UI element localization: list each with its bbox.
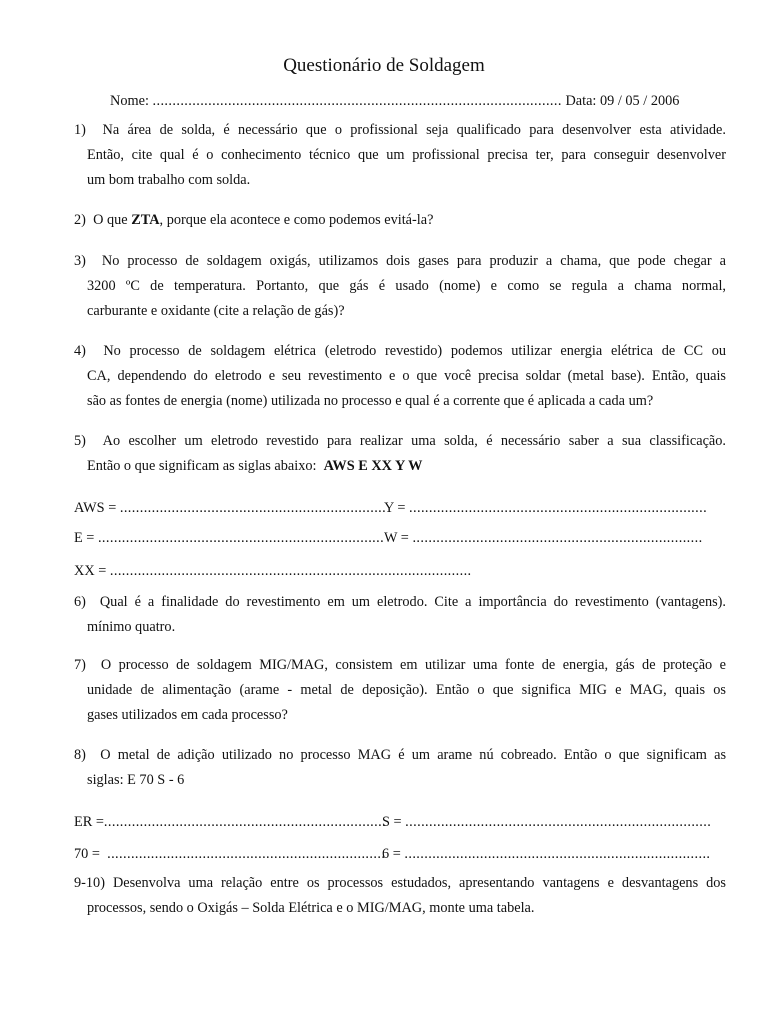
question-text: Ao escolher um eletrodo revestido para realizar uma solda, é necessário saber a sua classificação. xyxy=(102,433,726,449)
question-line: unidade de alimentação (arame - metal de deposição). Então o que significa MIG e MAG, quais os xyxy=(87,682,726,698)
question-line xyxy=(74,249,726,274)
field-row xyxy=(382,845,710,863)
question-number: 2) xyxy=(74,212,86,228)
answer-field[interactable]: ............................................................................. xyxy=(405,814,712,830)
field-label: 70 = xyxy=(74,846,100,862)
question-6 xyxy=(74,590,726,640)
data-value: 09 / 05 / 2006 xyxy=(599,93,680,109)
question-3 xyxy=(74,249,726,324)
question-line: Então, cite qual é o conhecimento técnico que um profissional precisa ter, para conseguir desenvolver xyxy=(87,147,726,163)
question-text: , porque ela acontece e como podemos evitá-la? xyxy=(159,212,434,228)
question-text: Desenvolva uma relação entre os processos estudados, apresentando vantagens e desvantagens dos xyxy=(112,875,726,891)
question-line: 3200 ºC de temperatura. Portanto, que gás é usado (nome) e como se regula a chama normal, xyxy=(87,278,726,294)
answer-field[interactable]: ....................................................................... xyxy=(103,814,387,830)
question-line xyxy=(74,429,726,454)
data-label: Data: xyxy=(565,93,597,109)
question-line xyxy=(74,339,726,364)
question-text: O processo de soldagem MIG/MAG, consistem em utilizar uma fonte de energia, gás de proteção e xyxy=(100,657,726,673)
question-text: Na área de solda, é necessário que o profissional seja qualificado para desenvolver esta atividade. xyxy=(102,122,726,138)
question-line: um bom trabalho com solda. xyxy=(87,172,251,188)
field-label: XX = xyxy=(74,563,107,579)
question-7 xyxy=(74,653,726,728)
question-5 xyxy=(74,429,726,479)
question-line xyxy=(74,590,726,615)
field-label: 6 = xyxy=(382,846,401,862)
field-label: W = xyxy=(384,530,409,546)
question-4 xyxy=(74,339,726,414)
field-row xyxy=(74,845,385,863)
aws-code: AWS E XX Y W xyxy=(323,458,423,474)
question-line xyxy=(74,208,726,233)
question-number: 5) xyxy=(74,433,86,449)
question-2 xyxy=(74,208,726,233)
question-line: são as fontes de energia (nome) utilizada no processo e qual é a corrente que é aplicada a cada um? xyxy=(87,393,654,409)
field-row xyxy=(74,529,384,547)
question-number: 4) xyxy=(74,343,86,359)
question-line xyxy=(74,454,726,479)
field-label: S = xyxy=(382,814,402,830)
question-line: mínimo quatro. xyxy=(87,619,176,635)
zta-term: ZTA xyxy=(131,212,160,228)
nome-line xyxy=(110,92,679,110)
answer-field[interactable]: ............................................................................. xyxy=(404,846,711,862)
field-label: AWS = xyxy=(74,500,117,516)
page-title: Questionário de Soldagem xyxy=(283,55,485,76)
field-row xyxy=(384,529,703,547)
question-line: gases utilizados em cada processo? xyxy=(87,707,288,723)
question-line xyxy=(74,743,726,768)
question-line xyxy=(74,118,726,143)
question-number: 3) xyxy=(74,253,86,269)
question-text: O que xyxy=(93,212,128,228)
question-text: O metal de adição utilizado no processo MAG é um arame nú cobreado. Então o que significam as xyxy=(100,747,727,763)
answer-field[interactable]: ...................................................................... xyxy=(107,846,386,862)
nome-field[interactable]: ....................................................................................................... xyxy=(152,93,562,109)
answer-field[interactable]: ................................................................... xyxy=(119,500,387,516)
question-line: processos, sendo o Oxigás – Solda Elétrica e o MIG/MAG, monte uma tabela. xyxy=(87,900,535,916)
question-text: No processo de soldagem oxigás, utilizamos dois gases para produzir a chama, que pode chegar a xyxy=(101,253,727,269)
field-label: ER = xyxy=(74,814,104,830)
question-line xyxy=(74,871,726,896)
field-row xyxy=(74,499,386,517)
question-number: 8) xyxy=(74,747,86,763)
question-line: CA, dependendo do eletrodo e seu revestimento e o que você precisa soldar (metal base). Então, quais xyxy=(87,368,726,384)
nome-label: Nome: xyxy=(110,93,149,109)
question-line xyxy=(74,653,726,678)
field-row xyxy=(74,813,386,831)
answer-field[interactable]: ........................................................................................... xyxy=(109,563,472,579)
question-number: 9-10) xyxy=(74,875,105,891)
question-number: 6) xyxy=(74,594,86,610)
field-row xyxy=(74,562,472,580)
field-label: E = xyxy=(74,530,95,546)
answer-field[interactable]: ........................................................................... xyxy=(409,500,708,516)
question-1 xyxy=(74,118,726,193)
field-label: Y = xyxy=(384,500,406,516)
field-row xyxy=(384,499,707,517)
question-number: 1) xyxy=(74,122,86,138)
question-line: carburante e oxidante (cite a relação de gás)? xyxy=(87,303,345,319)
question-text: Então o que significam as siglas abaixo: xyxy=(87,458,317,474)
answer-field[interactable]: ......................................................................... xyxy=(412,530,703,546)
question-number: 7) xyxy=(74,657,86,673)
answer-field[interactable]: ........................................................................ xyxy=(97,530,385,546)
question-text: No processo de soldagem elétrica (eletrodo revestido) podemos utilizar energia elétrica de CC ou xyxy=(103,343,726,359)
question-text: Qual é a finalidade do revestimento em um eletrodo. Cite a importância do revestimento (vantagens). xyxy=(99,594,726,610)
field-row xyxy=(382,813,711,831)
question-9-10 xyxy=(74,871,726,921)
question-line: siglas: E 70 S - 6 xyxy=(87,772,185,788)
question-8 xyxy=(74,743,726,793)
